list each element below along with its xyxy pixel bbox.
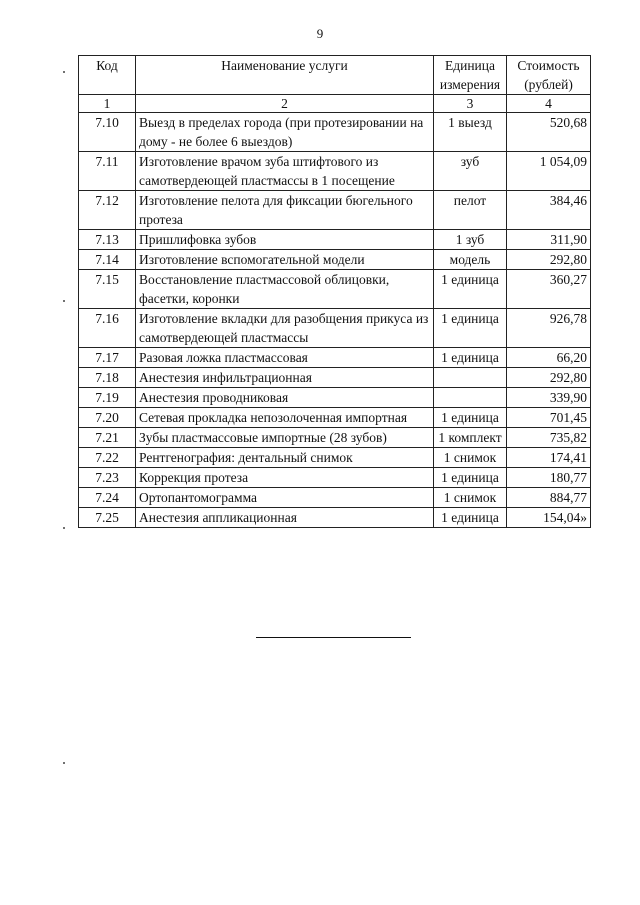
table-row	[79, 368, 591, 388]
cell-cost: 735,82	[507, 428, 591, 448]
cell-unit: 1 единица	[434, 309, 507, 348]
scan-speck	[63, 762, 65, 764]
cell-name: Анестезия аппликационная	[136, 508, 434, 528]
column-number: 1	[79, 95, 136, 113]
cell-code: 7.20	[79, 408, 136, 428]
separator-line	[256, 637, 411, 638]
cell-name: Изготовление вкладки для разобщения прикуса из самотвердеющей пластмассы	[136, 309, 434, 348]
cell-cost: 66,20	[507, 348, 591, 368]
table-row	[79, 270, 591, 309]
cell-cost: 884,77	[507, 488, 591, 508]
scan-speck	[63, 71, 65, 73]
cell-code: 7.21	[79, 428, 136, 448]
cell-code: 7.23	[79, 468, 136, 488]
page-number: 9	[316, 26, 324, 41]
table-row	[79, 448, 591, 468]
services-price-table	[78, 55, 591, 528]
cell-name: Пришлифовка зубов	[136, 230, 434, 250]
cell-code: 7.24	[79, 488, 136, 508]
cell-name: Коррекция протеза	[136, 468, 434, 488]
cell-code: 7.18	[79, 368, 136, 388]
cell-cost: 154,04»	[507, 508, 591, 528]
header-cost: Стоимость (рублей)	[507, 56, 591, 95]
cell-cost: 384,46	[507, 191, 591, 230]
cell-code: 7.19	[79, 388, 136, 408]
cell-name: Ортопантомограмма	[136, 488, 434, 508]
cell-cost: 520,68	[507, 113, 591, 152]
cell-code: 7.14	[79, 250, 136, 270]
cell-name: Зубы пластмассовые импортные (28 зубов)	[136, 428, 434, 448]
table-row	[79, 508, 591, 528]
table-row	[79, 428, 591, 448]
cell-cost: 180,77	[507, 468, 591, 488]
cell-name: Рентгенография: дентальный снимок	[136, 448, 434, 468]
cell-unit: 1 единица	[434, 468, 507, 488]
cell-name: Анестезия проводниковая	[136, 388, 434, 408]
scan-speck	[63, 527, 65, 529]
cell-cost: 360,27	[507, 270, 591, 309]
cell-unit: 1 комплект	[434, 428, 507, 448]
cell-unit	[434, 368, 507, 388]
column-number: 3	[434, 95, 507, 113]
table-row	[79, 388, 591, 408]
table-row	[79, 408, 591, 428]
cell-code: 7.22	[79, 448, 136, 468]
cell-cost: 174,41	[507, 448, 591, 468]
table-row	[79, 191, 591, 230]
cell-unit	[434, 388, 507, 408]
cell-unit: 1 единица	[434, 508, 507, 528]
table-row	[79, 152, 591, 191]
table-row	[79, 348, 591, 368]
cell-cost: 1 054,09	[507, 152, 591, 191]
table-row	[79, 250, 591, 270]
cell-unit: 1 единица	[434, 270, 507, 309]
cell-code: 7.17	[79, 348, 136, 368]
column-number: 4	[507, 95, 591, 113]
cell-cost: 292,80	[507, 250, 591, 270]
header-row	[79, 56, 591, 95]
cell-cost: 339,90	[507, 388, 591, 408]
header-name: Наименование услуги	[136, 56, 434, 95]
cell-unit: 1 снимок	[434, 488, 507, 508]
cell-name: Изготовление пелота для фиксации бюгельного протеза	[136, 191, 434, 230]
cell-unit: зуб	[434, 152, 507, 191]
cell-code: 7.13	[79, 230, 136, 250]
cell-unit: пелот	[434, 191, 507, 230]
cell-name: Восстановление пластмассовой облицовки, фасетки, коронки	[136, 270, 434, 309]
cell-unit: 1 выезд	[434, 113, 507, 152]
cell-cost: 701,45	[507, 408, 591, 428]
table-row	[79, 309, 591, 348]
cell-unit: 1 единица	[434, 348, 507, 368]
cell-name: Выезд в пределах города (при протезировании на дому - не более 6 выездов)	[136, 113, 434, 152]
column-number-row	[79, 95, 591, 113]
header-unit: Единица измерения	[434, 56, 507, 95]
cell-cost: 311,90	[507, 230, 591, 250]
cell-name: Разовая ложка пластмассовая	[136, 348, 434, 368]
scan-speck	[63, 300, 65, 302]
cell-unit: 1 снимок	[434, 448, 507, 468]
cell-code: 7.16	[79, 309, 136, 348]
cell-code: 7.12	[79, 191, 136, 230]
cell-cost: 926,78	[507, 309, 591, 348]
cell-unit: 1 зуб	[434, 230, 507, 250]
cell-code: 7.25	[79, 508, 136, 528]
cell-name: Изготовление врачом зуба штифтового из самотвердеющей пластмассы в 1 посещение	[136, 152, 434, 191]
table-row	[79, 468, 591, 488]
cell-code: 7.11	[79, 152, 136, 191]
cell-name: Сетевая прокладка непозолоченная импортная	[136, 408, 434, 428]
cell-code: 7.10	[79, 113, 136, 152]
column-number: 2	[136, 95, 434, 113]
cell-unit: модель	[434, 250, 507, 270]
header-code: Код	[79, 56, 136, 95]
cell-code: 7.15	[79, 270, 136, 309]
cell-name: Изготовление вспомогательной модели	[136, 250, 434, 270]
table-row	[79, 488, 591, 508]
table-row	[79, 230, 591, 250]
cell-name: Анестезия инфильтрационная	[136, 368, 434, 388]
cell-cost: 292,80	[507, 368, 591, 388]
cell-unit: 1 единица	[434, 408, 507, 428]
table-row	[79, 113, 591, 152]
